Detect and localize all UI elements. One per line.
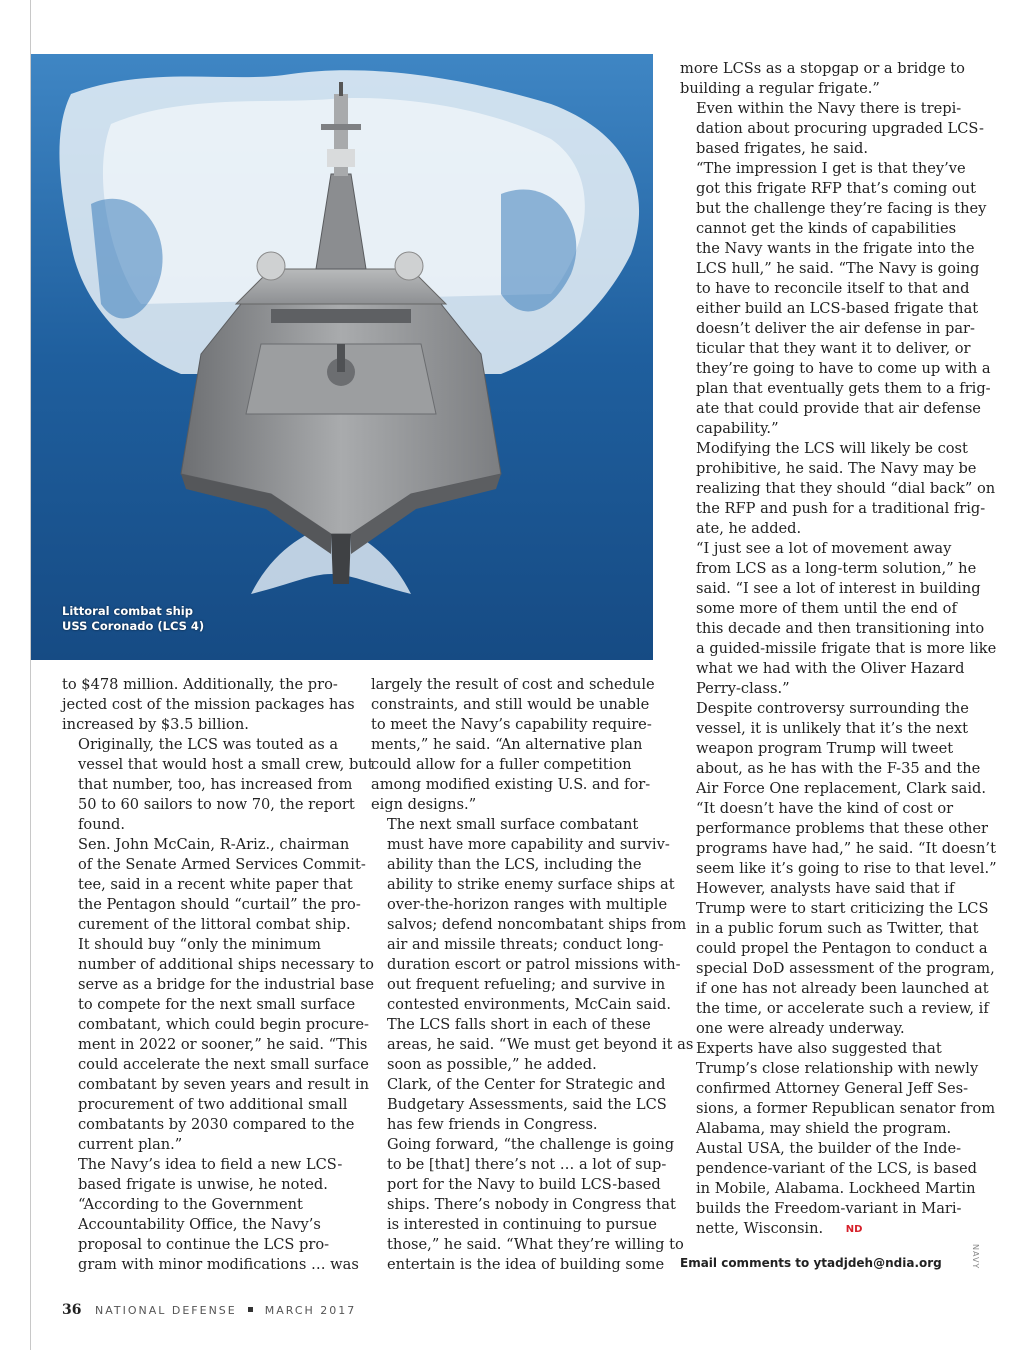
text-line: what we had with the Oliver Hazard [696,660,965,677]
text-line: constraints, and still would be unable [371,696,650,713]
text-line: based frigates, he said. [696,140,869,157]
text-line: Trump were to start criticizing the LCS [696,900,989,917]
text-line: ships. There’s nobody in Congress that [387,1196,676,1213]
page-footer [62,1302,356,1318]
text-line: prohibitive, he said. The Navy may be [696,460,977,477]
text-line: Originally, the LCS was touted as a [78,736,339,753]
text-line: could propel the Pentagon to conduct a [696,940,988,957]
text-line: vessel, it is unlikely that it’s the next [696,720,969,737]
text-line: a guided-missile frigate that is more like [696,640,997,657]
text-line: if one has not already been launched at [696,980,989,997]
article-paragraph [371,1135,684,1275]
text-line: to compete for the next small surface [78,996,356,1013]
article-paragraph [62,1195,359,1275]
text-line: building a regular frigate.” [680,80,880,97]
text-line: Trump’s close relationship with newly [696,1060,979,1077]
text-line: could allow for a fuller competition [371,756,632,773]
text-line: the time, or accelerate such a review, if [696,1000,989,1017]
text-line: got this frigate RFP that’s coming out [696,180,976,197]
text-line: found. [78,816,125,833]
text-line: combatant by seven years and result in [78,1076,370,1093]
photo-caption [62,604,204,634]
text-line: one were already underway. [696,1020,905,1037]
text-line: soon as possible,” he added. [387,1056,597,1073]
article-paragraph [371,675,661,815]
text-line: tee, said in a recent white paper that [78,876,353,893]
article-paragraph [62,1155,352,1195]
text-line: this decade and then transitioning into [696,620,985,637]
text-line: they’re going to have to come up with a [696,360,991,377]
text-line: Austal USA, the builder of the Inde- [696,1140,962,1157]
text-line: either build an LCS-based frigate that [696,300,979,317]
article-paragraph [62,735,374,835]
text-line: over-the-horizon ranges with multiple [387,896,668,913]
text-line: Budgetary Assessments, said the LCS [387,1096,667,1113]
article-paragraph [371,1015,694,1075]
text-line: ment in 2022 or sooner,” he said. “This [78,1036,368,1053]
text-line: serve as a bridge for the industrial base [78,976,375,993]
text-line: ticular that they want it to deliver, or [696,340,971,357]
text-line: LCS hull,” he said. “The Navy is going [696,260,980,277]
text-line: pendence-variant of the LCS, is based [696,1160,977,1177]
text-line: vessel that would host a small crew, but [78,756,374,773]
text-line: nette, Wisconsin. ND [680,1219,970,1240]
text-line: to be [that] there’s not … a lot of sup- [387,1156,667,1173]
article-paragraph [680,1039,996,1240]
text-line: Going forward, “the challenge is going [387,1136,675,1153]
text-line: more LCSs as a stopgap or a bridge to [680,60,965,77]
text-column-1 [62,675,375,1275]
text-line: Even within the Navy there is trepi- [696,100,962,117]
text-line: cannot get the kinds of capabilities [696,220,957,237]
publication-name: NATIONAL DEFENSE [94,1304,237,1317]
text-line: contested environments, McCain said. [387,996,671,1013]
text-line: from LCS as a long-term solution,” he [696,560,977,577]
text-line: entertain is the idea of building some [387,1256,665,1273]
text-line: Experts have also suggested that [696,1040,942,1057]
text-line: of the Senate Armed Services Commit- [78,856,366,873]
article-paragraph [62,835,366,935]
text-line: special DoD assessment of the program, [696,960,995,977]
text-column-3 [680,59,997,1240]
text-line: Clark, of the Center for Strategic and [387,1076,666,1093]
text-line: that number, too, has increased from [78,776,353,793]
text-line: eign designs.” [371,796,477,813]
text-line: “According to the Government [78,1196,303,1213]
article-paragraph [680,99,984,159]
article-paragraph [680,699,986,799]
text-line: duration escort or patrol missions with- [387,956,681,973]
text-line: The LCS falls short in each of these [387,1016,651,1033]
text-line: The Navy’s idea to field a new LCS- [78,1156,343,1173]
end-mark-nd: ND [845,1224,863,1235]
text-line: ability to strike enemy surface ships at [387,876,675,893]
text-line: to $478 million. Additionally, the pro- [62,676,338,693]
text-line: dation about procuring upgraded LCS- [696,120,984,137]
issue-date: MARCH 2017 [264,1304,357,1317]
caption-line: USS Coronado (LCS 4) [62,619,205,633]
text-line: in a public forum such as Twitter, that [696,920,979,937]
article-paragraph [680,159,991,439]
text-line: about, as he has with the F-35 and the [696,760,981,777]
text-line: 50 to 60 sailors to now 70, the report [78,796,355,813]
text-line: “The impression I get is that they’ve [696,160,966,177]
text-line: some more of them until the end of [696,600,957,617]
text-line: proposal to continue the LCS pro- [78,1236,330,1253]
text-line: ability than the LCS, including the [387,856,642,873]
ship-photo [31,54,653,660]
text-line: weapon program Trump will tweet [696,740,954,757]
text-line: Sen. John McCain, R-Ariz., chairman [78,836,350,853]
text-line: capability.” [696,420,779,437]
text-line: the RFP and push for a traditional frig- [696,500,986,517]
text-line: number of additional ships necessary to [78,956,374,973]
text-line: programs have had,” he said. “It doesn’t [696,840,996,857]
text-line: based frigate is unwise, he noted. [78,1176,328,1193]
text-line: plan that eventually gets them to a frig- [696,380,991,397]
page-number: 36 [62,1302,82,1318]
text-line: builds the Freedom-variant in Mari- [696,1200,962,1217]
text-line: largely the result of cost and schedule [371,676,655,693]
article-paragraph [62,935,375,1155]
article-paragraph [680,799,997,879]
text-line: Despite controversy surrounding the [696,700,969,717]
text-line: Perry-class.” [696,680,790,697]
text-line: seem like it’s going to rise to that level.” [696,860,997,877]
text-line: increased by $3.5 billion. [62,716,249,733]
text-line: Alabama, may shield the program. [696,1120,952,1137]
text-line: combatants by 2030 compared to the [78,1116,355,1133]
text-line: However, analysts have said that if [696,880,955,897]
article-paragraph [680,539,997,699]
article-paragraph [62,675,355,735]
text-line: those,” he said. “What they’re willing to [387,1236,684,1253]
text-line: said. “I see a lot of interest in building [696,580,981,597]
text-line: areas, he said. “We must get beyond it as [387,1036,694,1053]
text-line: in Mobile, Alabama. Lockheed Martin [696,1180,976,1197]
text-line: could accelerate the next small surface [78,1056,369,1073]
text-line: must have more capability and surviv- [387,836,670,853]
text-line: out frequent refueling; and survive in [387,976,666,993]
text-line: the Navy wants in the frigate into the [696,240,975,257]
article-paragraph [680,879,995,1039]
text-line: ate that could provide that air defense [696,400,981,417]
text-column-2 [371,675,694,1275]
text-line: Accountability Office, the Navy’s [78,1216,321,1233]
text-line: but the challenge they’re facing is they [696,200,987,217]
text-line: procurement of two additional small [78,1096,348,1113]
text-line: among modified existing U.S. and for- [371,776,651,793]
text-line: is interested in continuing to pursue [387,1216,657,1233]
article-paragraph [371,815,687,1015]
photo-credit: NAVY [971,1244,980,1270]
text-line: combatant, which could begin procure- [78,1016,369,1033]
text-line: It should buy “only the minimum [78,936,321,953]
text-line: performance problems that these other [696,820,989,837]
text-line: to meet the Navy’s capability require- [371,716,652,733]
text-line: sions, a former Republican senator from [696,1100,996,1117]
text-line: realizing that they should “dial back” on [696,480,996,497]
text-line: Air Force One replacement, Clark said. [696,780,986,797]
text-line: to have to reconcile itself to that and [696,280,970,297]
caption-line: Littoral combat ship [62,604,193,618]
text-line: curement of the littoral combat ship. [78,916,351,933]
text-line: “It doesn’t have the kind of cost or [696,800,954,817]
text-line: confirmed Attorney General Jeff Ses- [696,1080,969,1097]
article-paragraph [371,1075,667,1135]
email-comments-line: Email comments to ytadjdeh@ndia.org [680,1256,942,1270]
text-line: doesn’t deliver the air defense in par- [696,320,975,337]
text-line: The next small surface combatant [387,816,639,833]
text-line: “I just see a lot of movement away [696,540,952,557]
text-line: ate, he added. [696,520,802,537]
text-line: port for the Navy to build LCS-based [387,1176,661,1193]
text-line: ments,” he said. “An alternative plan [371,736,643,753]
article-paragraph [680,59,970,99]
article-paragraph [680,439,996,539]
text-line: gram with minor modifications … was [78,1256,359,1273]
footer-separator [248,1307,253,1312]
text-line: current plan.” [78,1136,183,1153]
text-line: jected cost of the mission packages has [62,696,355,713]
text-line: Modifying the LCS will likely be cost [696,440,968,457]
text-line: salvos; defend noncombatant ships from [387,916,687,933]
text-line: the Pentagon should “curtail” the pro- [78,896,361,913]
text-line: has few friends in Congress. [387,1116,598,1133]
text-line: air and missile threats; conduct long- [387,936,664,953]
